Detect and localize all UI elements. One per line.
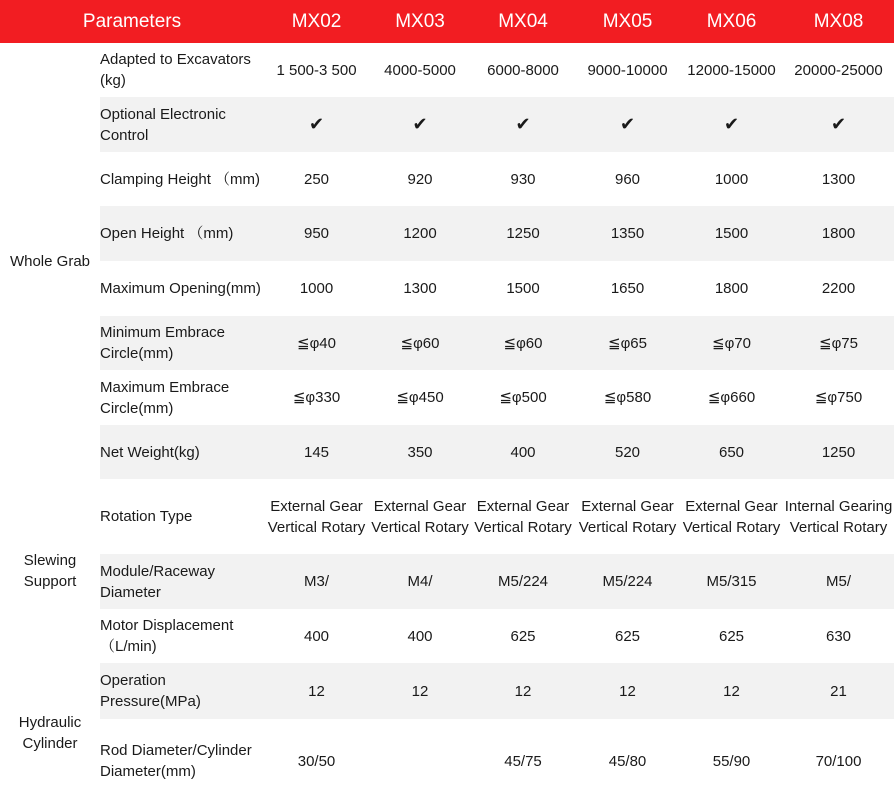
row-label: Net Weight(kg): [100, 425, 264, 479]
cell: 45/75: [471, 719, 575, 803]
cell: 1350: [575, 206, 680, 261]
cell: M5/224: [575, 554, 680, 609]
cell: 1200: [369, 206, 471, 261]
table-row: [0, 261, 894, 316]
cell: M5/: [783, 554, 894, 609]
cell: 625: [575, 609, 680, 663]
cell: 350: [369, 425, 471, 479]
cell: 625: [471, 609, 575, 663]
cell: 1300: [783, 152, 894, 206]
table-row: [0, 152, 894, 206]
cell: 1300: [369, 261, 471, 316]
cell: ≦φ330: [264, 370, 369, 425]
header-row: [0, 0, 894, 43]
header-model-mx04: MX04: [498, 10, 548, 32]
cell: 400: [369, 609, 471, 663]
cell: 12000-15000: [680, 43, 783, 97]
cell: External Gear Vertical Rotary: [471, 479, 575, 554]
cell: 1800: [783, 206, 894, 261]
cell: 1000: [680, 152, 783, 206]
cell: 1250: [783, 425, 894, 479]
cell: ≦φ70: [680, 316, 783, 370]
cell: 12: [680, 663, 783, 719]
cell: 1650: [575, 261, 680, 316]
header-model-mx02: MX02: [291, 10, 342, 32]
group-hydraulic-cylinder: Hydraulic Cylinder: [0, 663, 100, 803]
row-label: Rotation Type: [100, 479, 264, 554]
header-parameters: Parameters: [82, 10, 182, 32]
cell: 145: [264, 425, 369, 479]
cell: 920: [369, 152, 471, 206]
row-label: Operation Pressure(MPa): [100, 663, 264, 719]
table-row: [0, 43, 894, 97]
cell: ≦φ500: [471, 370, 575, 425]
header-model-mx08: MX08: [813, 10, 864, 32]
table-row: [0, 663, 894, 719]
cell: ≦φ75: [783, 316, 894, 370]
check-icon: ✔: [575, 97, 680, 152]
cell: 625: [680, 609, 783, 663]
cell: External Gear Vertical Rotary: [264, 479, 369, 554]
table-row: [0, 479, 894, 554]
cell: 650: [680, 425, 783, 479]
cell: 12: [471, 663, 575, 719]
header-model-mx06: MX06: [706, 10, 757, 32]
cell: M3/: [264, 554, 369, 609]
header-model-mx03: MX03: [395, 10, 445, 32]
row-label: Minimum Embrace Circle(mm): [100, 316, 264, 370]
cell: Internal Gearing Vertical Rotary: [783, 479, 894, 554]
table-row: [0, 97, 894, 152]
cell: 250: [264, 152, 369, 206]
cell: 1000: [264, 261, 369, 316]
cell: 1800: [680, 261, 783, 316]
cell: 45/80: [575, 719, 680, 803]
cell: M5/315: [680, 554, 783, 609]
row-label: Maximum Opening(mm): [100, 261, 264, 316]
cell: 12: [369, 663, 471, 719]
cell: 6000-8000: [471, 43, 575, 97]
cell: 630: [783, 609, 894, 663]
cell: ≦φ65: [575, 316, 680, 370]
cell: 70/100: [783, 719, 894, 803]
cell: 2200: [783, 261, 894, 316]
cell: 9000-10000: [575, 43, 680, 97]
cell: 12: [575, 663, 680, 719]
table-row: [0, 554, 894, 609]
cell: External Gear Vertical Rotary: [369, 479, 471, 554]
cell: ≦φ40: [264, 316, 369, 370]
header-model-mx05: MX05: [602, 10, 653, 32]
row-label: Motor Displacement （L/min): [100, 609, 264, 663]
cell: ≦φ60: [471, 316, 575, 370]
cell: External Gear Vertical Rotary: [680, 479, 783, 554]
cell: 520: [575, 425, 680, 479]
check-icon: ✔: [264, 97, 369, 152]
cell: External Gear Vertical Rotary: [575, 479, 680, 554]
cell: 4000-5000: [369, 43, 471, 97]
cell: 21: [783, 663, 894, 719]
row-label: Open Height （mm): [100, 206, 264, 261]
cell: 20000-25000: [783, 43, 894, 97]
table-row: [0, 316, 894, 370]
row-label: Clamping Height （mm): [100, 152, 264, 206]
cell: 930: [471, 152, 575, 206]
check-icon: ✔: [680, 97, 783, 152]
cell: 400: [264, 609, 369, 663]
row-label: Maximum Embrace Circle(mm): [100, 370, 264, 425]
group-whole-grab: Whole Grab: [0, 43, 100, 479]
cell: M4/: [369, 554, 471, 609]
cell: 1500: [471, 261, 575, 316]
table-row: [0, 719, 894, 803]
cell: 30/50: [264, 719, 369, 803]
table-row: [0, 370, 894, 425]
check-icon: ✔: [471, 97, 575, 152]
cell: 55/90: [680, 719, 783, 803]
cell: ≦φ750: [783, 370, 894, 425]
cell: 1 500-3 500: [264, 43, 369, 97]
table-row: [0, 425, 894, 479]
check-icon: ✔: [783, 97, 894, 152]
row-label: Optional Electronic Control: [100, 97, 264, 152]
cell: 950: [264, 206, 369, 261]
row-label: Adapted to Excavators (kg): [100, 43, 264, 97]
cell: ≦φ660: [680, 370, 783, 425]
check-icon: ✔: [369, 97, 471, 152]
row-label: Rod Diameter/Cylinder Diameter(mm): [100, 719, 264, 803]
cell: ≦φ450: [369, 370, 471, 425]
table-row: [0, 609, 894, 663]
cell: 400: [471, 425, 575, 479]
row-label: Module/Raceway Diameter: [100, 554, 264, 609]
cell: 1250: [471, 206, 575, 261]
cell: M5/224: [471, 554, 575, 609]
cell: 960: [575, 152, 680, 206]
cell: ≦φ580: [575, 370, 680, 425]
cell: [369, 719, 471, 803]
cell: 1500: [680, 206, 783, 261]
cell: 12: [264, 663, 369, 719]
table-row: [0, 206, 894, 261]
cell: ≦φ60: [369, 316, 471, 370]
group-slewing-support: Slewing Support: [0, 479, 100, 663]
